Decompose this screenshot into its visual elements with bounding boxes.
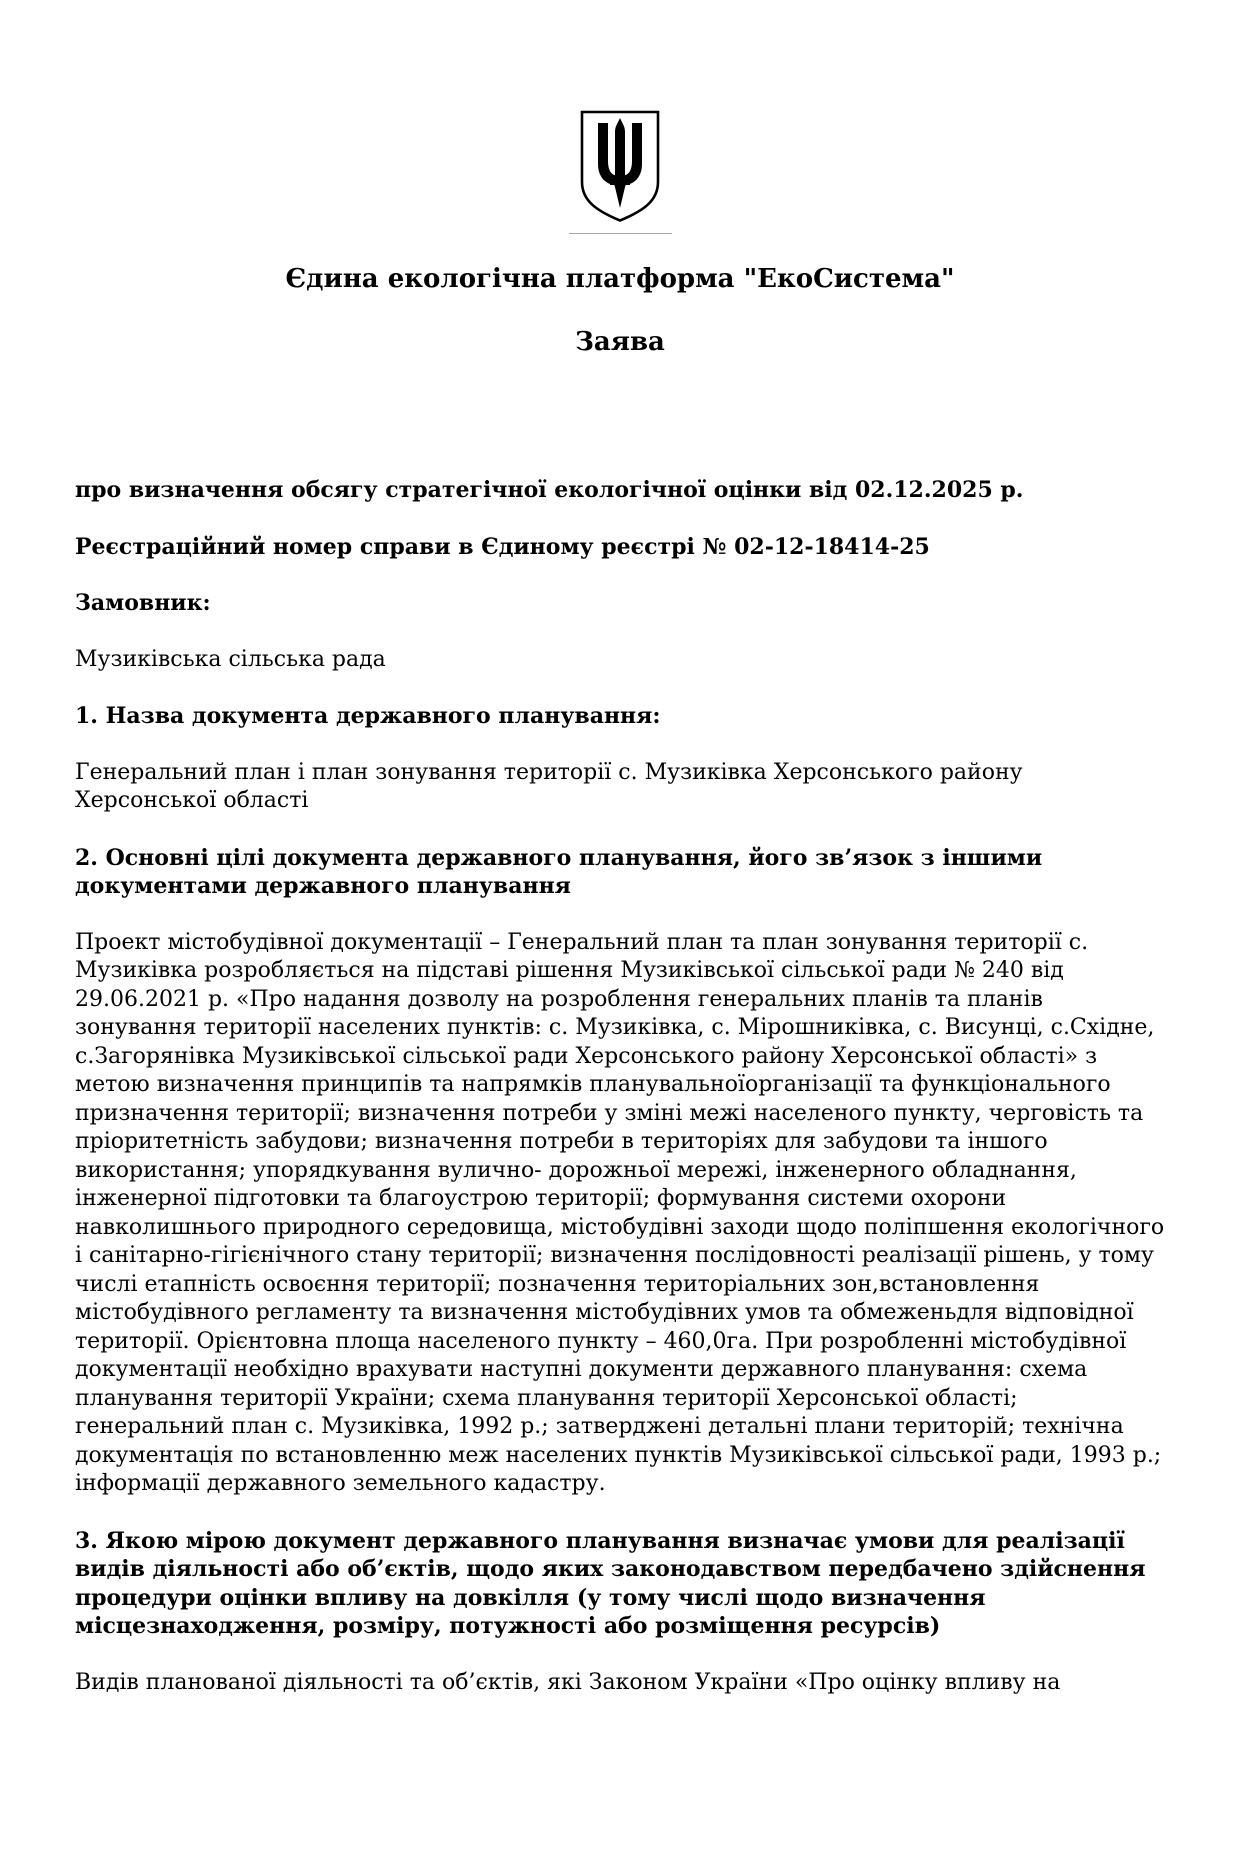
document-type-title: Заява [575,327,665,357]
registry-number-line: Реєстраційний номер справи в Єдиному реєстрі № 02-12-18414-25 [75,533,930,560]
document-page [0,108,1240,1863]
emblem-divider [569,233,672,234]
ukraine-trident-emblem [577,108,663,224]
customer-name: Музиківська сільська рада [75,646,386,672]
subject-line: про визначення обсягу стратегічної екологічної оцінки від 02.12.2025 р. [75,477,1024,503]
section-3-heading: 3. Якою мірою документ державного планування визначає умови для реалізації видів діяльності або об’єктів, щодо яких законодавством передбачено здійснення процедури оцінки впливу на довкілля (у тому числі щодо визначення місцезнаходження, розміру, потужності або розміщення ресурсів) [75,1527,1146,1639]
document-body [75,476,1165,1697]
section-1-body: Генеральний план і план зонування території с. Музиківка Херсонського району Херсонської області [75,759,1023,813]
customer-label: Замовник: [75,590,211,616]
section-3-body-intro: Видів планованої діяльності та об’єктів, які Законом України «Про оцінку впливу на [75,1669,1061,1695]
section-2-body: Проект містобудівної документації – Генеральний план та план зонування території с. Музиківка розробляється на підставі рішення Музиківської сільської ради № 240 від 29.06.2021 р. «Про надання дозволу на розроблення генеральних планів та планів зонування території населених пунктів: с. Музиківка, с. Мірошниківка, с. Висунці, с.Східне, с.Загорянівка Музиківської сільської ради Херсонського району Херсонської області» з метою визначення принципів та напрямків планувальноїорганізації та функціонального призначення території; визначення потреби у зміні межі населеного пункту, черговість та пріоритетність забудови; визначення потреби в територіях для забудови та іншого використання; упорядкування вулично- дорожньої мережі, інженерного обладнання, інженерної підготовки та благоустрою території; формування системи охорони навколишнього природного середовища, містобудівні заходи щодо поліпшення екологічного і санітарно-гігієнічного стану території; визначення послідовності реалізації рішень, у тому числі етапність освоєння території; позначення територіальних зон,встановлення містобудівного регламенту та визначення містобудівних умов та обмеженьдля відповідної території. Орієнтовна площа населеного пункту – 460,0га. При розробленні містобудівної документації необхідно врахувати наступні документи державного планування: схема планування території України; схема планування території Херсонської області; генеральний план с. Музиківка, 1992 р.; затверджені детальні плани територій; технічна документація по встановленню меж населених пунктів Музиківської сільської ради, 1993 р.; інформації державного земельного кадастру. [75,929,1165,1496]
trident-icon [577,108,663,224]
section-1-heading: 1. Назва документа державного планування: [75,703,661,729]
platform-title: Єдина екологічна платформа "ЕкоСистема" [285,264,955,294]
section-2-heading: 2. Основні цілі документа державного планування, його зв’язок з іншими документами державного планування [75,844,1043,899]
